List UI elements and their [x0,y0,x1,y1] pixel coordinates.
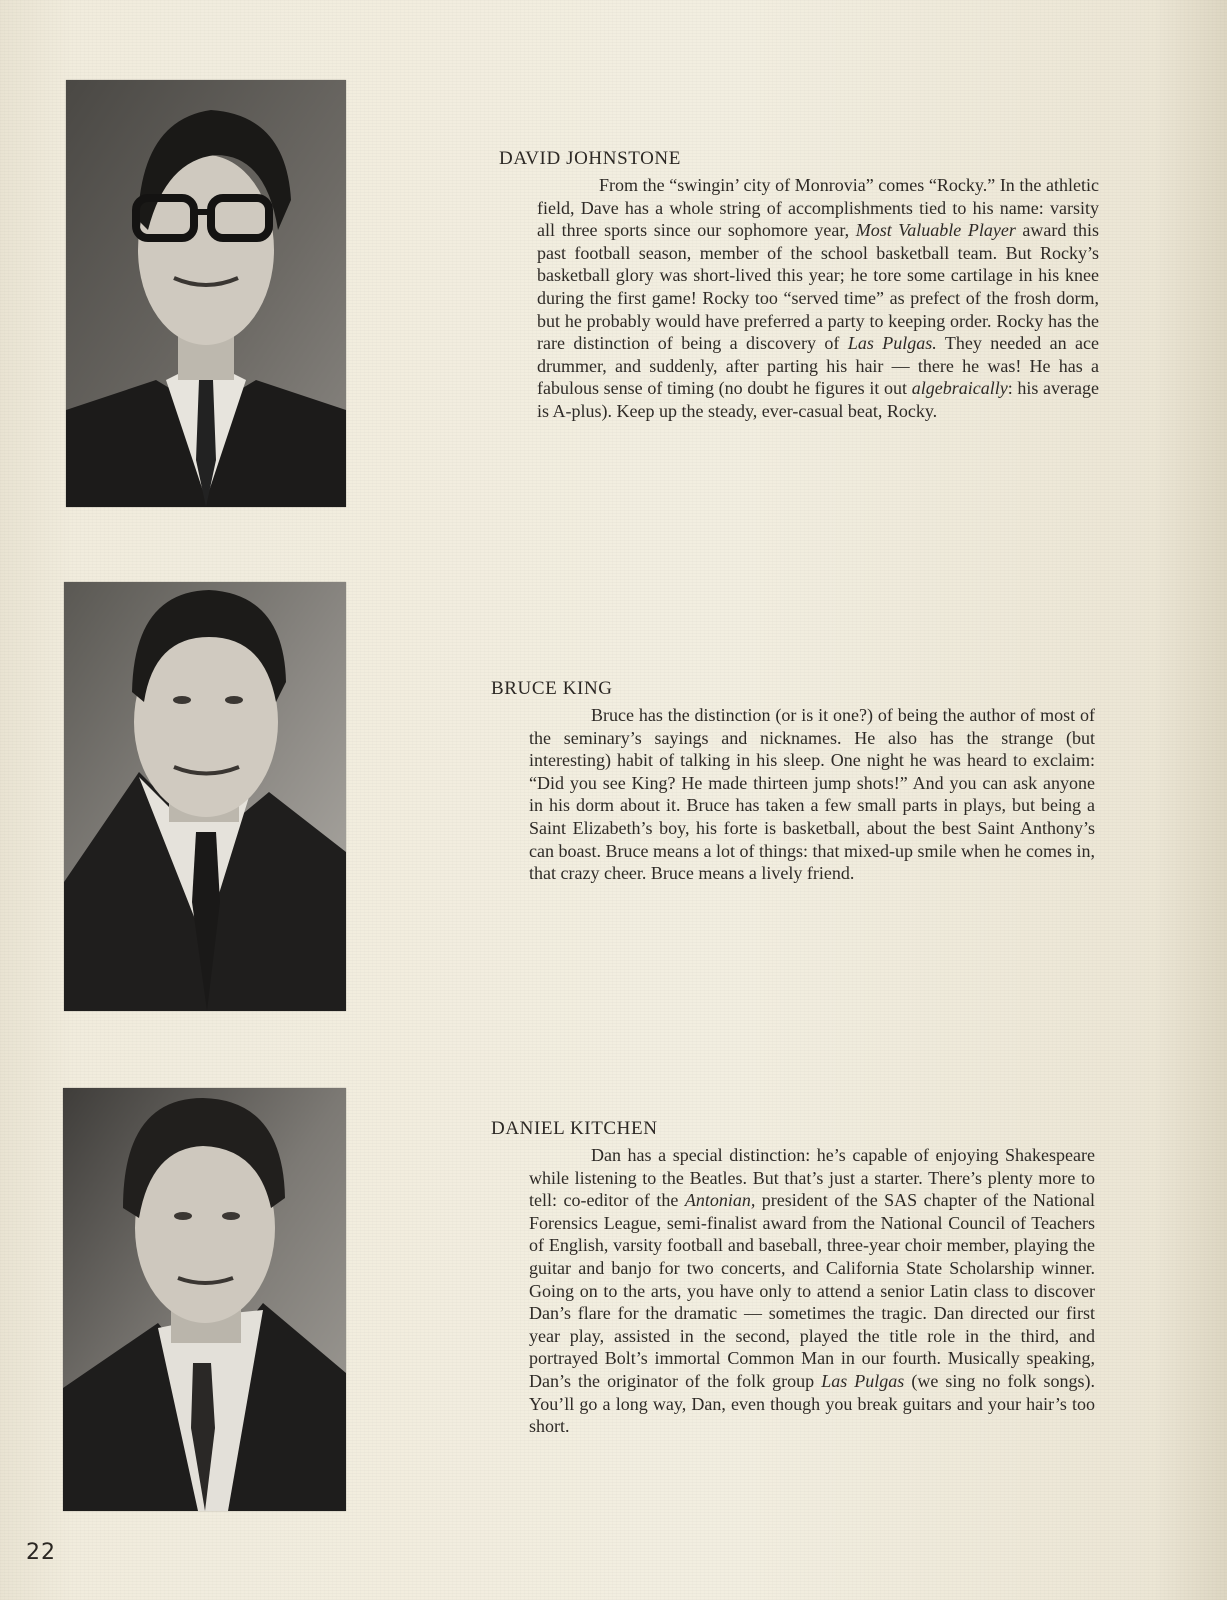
text-run: Dan has a special distinction: he’s capable of enjoying Shakespeare while listening to the Beatles. But that’s just a starter. There’s plenty more to tell: co-editor of the [529,1145,1095,1211]
student-name: DANIEL KITCHEN [491,1118,658,1139]
italic-text: Most Valuable Player [855,220,1016,241]
student-biography [537,174,1099,423]
text-run: From the “swingin’ city of Monrovia” comes “Rocky.” In the athletic field, Dave has a whole string of accomplishments tied to his name: varsity all three sports since our sophomore year, [537,175,1099,241]
student-name: BRUCE KING [491,678,613,699]
entry-daniel-kitchen [491,1118,1095,1438]
italic-text: Las Pulgas [821,1370,905,1391]
text-run: president of the SAS chapter of the National Forensics League, semi-finalist award from the National Council of Teachers of English, varsity football and baseball, three-year choir member, playing the guitar and banjo for two concerts, and California State Scholarship winner. Going on to the arts, you have only to attend a senior Latin class to discover Dan’s flare for the dramatic — sometimes the tragic. Dan directed our first year play, assisted in the second, played the title role in the third, and portrayed Bolt’s immortal Common Man in our fourth. Musically speaking, Dan’s the originator of the folk group [529,1190,1095,1391]
entry-bruce-king [491,678,1095,885]
portrait-david-johnstone [66,80,346,507]
student-biography [529,704,1095,885]
page-number: 22 [26,1540,56,1565]
italic-text: Antonian, [684,1190,756,1211]
portrait-bruce-king [64,582,346,1011]
entry-david-johnstone [499,148,1099,423]
text-run: They needed an ace drummer, and suddenly, after parting his hair — there he was! He has a fabulous sense of timing (no doubt he figures it out [537,333,1099,399]
italic-text: Las Pulgas. [847,333,937,354]
text-run: Bruce has the distinction (or is it one?) of being the author of most of the seminary’s sayings and nicknames. He also has the strange (but interesting) habit of talking in his sleep. One night he was heard to exclaim: “Did you see King? He made thirteen jump shots!” And you can ask anyone in his dorm about it. Bruce has taken a few small parts in plays, but being a Saint Elizabeth’s boy, his forte is basketball, about the best Saint Anthony’s can boast. Bruce means a lot of things: that mixed-up smile when he comes in, that crazy cheer. Bruce means a lively friend. [529,705,1095,884]
italic-text: algebraically [911,378,1008,399]
student-biography [529,1144,1095,1438]
text-run: : his average is A-plus). Keep up the steady, ever-casual beat, Rocky. [537,378,1099,421]
portrait-daniel-kitchen [63,1088,346,1511]
text-run: award this past football season, member of the school basketball team. But Rocky’s basketball glory was short-lived this year; he tore some cartilage in his knee during the first game! Rocky too “served time” as prefect of the frosh dorm, but he probably would have preferred a party to keeping order. Rocky has the rare distinction of being a discovery of [537,220,1099,354]
student-name: DAVID JOHNSTONE [499,148,681,169]
text-run: (we sing no folk songs). You’ll go a long way, Dan, even though you break guitars and your hair’s too short. [529,1370,1095,1437]
